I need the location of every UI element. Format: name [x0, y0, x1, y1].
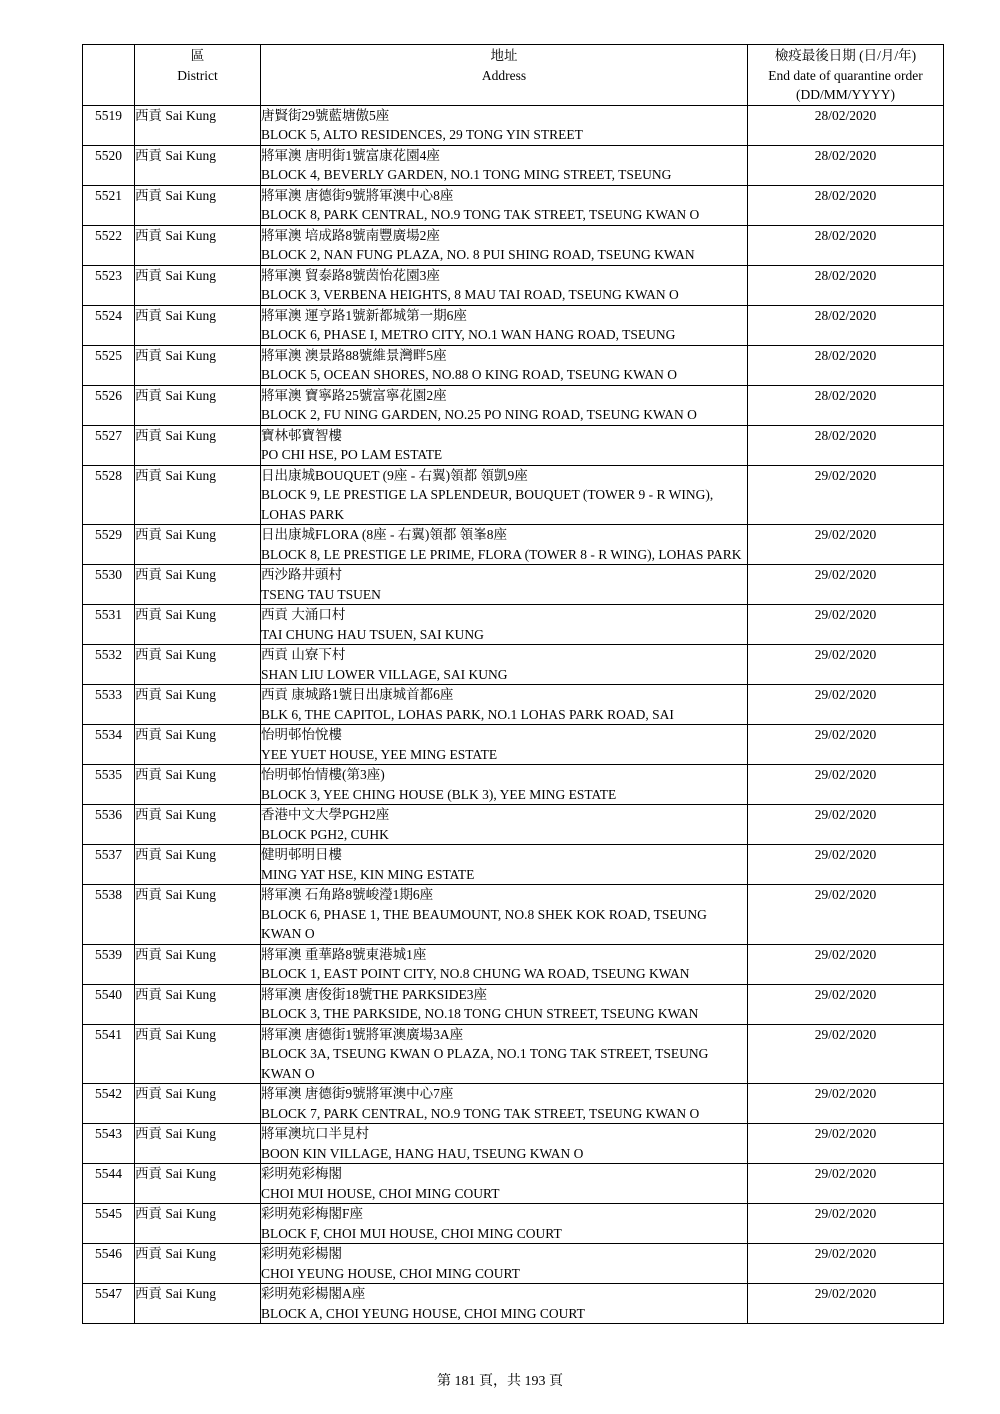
row-district: 西貢 Sai Kung [135, 725, 261, 765]
row-address [261, 645, 748, 685]
row-end-date: 28/02/2020 [748, 225, 944, 265]
row-address [261, 944, 748, 984]
row-number: 5520 [83, 145, 135, 185]
address-en: BLOCK 1, EAST POINT CITY, NO.8 CHUNG WA ROAD, TSEUNG KWAN [261, 966, 690, 981]
row-district: 西貢 Sai Kung [135, 944, 261, 984]
address-en: BLOCK 9, LE PRESTIGE LA SPLENDEUR, BOUQUET (TOWER 9 - R WING), LOHAS PARK [261, 487, 714, 522]
header-address-zh: 地址 [490, 48, 518, 63]
row-district: 西貢 Sai Kung [135, 425, 261, 465]
row-number: 5528 [83, 465, 135, 525]
address-en: BLOCK 5, OCEAN SHORES, NO.88 O KING ROAD, TSEUNG KWAN O [261, 367, 678, 382]
address-zh: 將軍澳 唐俊街18號THE PARKSIDE3座 [261, 986, 488, 1002]
address-en: BLOCK 6, PHASE I, METRO CITY, NO.1 WAN HANG ROAD, TSEUNG [261, 327, 676, 342]
table-row [83, 605, 944, 645]
address-en: BLOCK 7, PARK CENTRAL, NO.9 TONG TAK STREET, TSEUNG KWAN O [261, 1105, 700, 1121]
row-address [261, 765, 748, 805]
row-end-date: 28/02/2020 [748, 385, 944, 425]
address-zh: 將軍澳坑口半見村 [261, 1126, 369, 1141]
address-zh: 怡明邨怡情樓(第3座) [261, 767, 385, 782]
row-end-date: 28/02/2020 [748, 425, 944, 465]
address-zh: 將軍澳 重華路8號東港城1座 [261, 946, 427, 962]
row-address [261, 465, 748, 525]
row-end-date: 29/02/2020 [748, 1204, 944, 1244]
address-zh: 彩明苑彩楊閣A座 [261, 1286, 366, 1301]
row-district: 西貢 Sai Kung [135, 265, 261, 305]
row-address [261, 1164, 748, 1204]
address-zh: 將軍澳 唐德街9號將軍澳中心7座 [261, 1086, 454, 1101]
row-number: 5531 [83, 605, 135, 645]
row-number: 5544 [83, 1164, 135, 1204]
row-address [261, 265, 748, 305]
address-en: BLOCK 2, NAN FUNG PLAZA, NO. 8 PUI SHING ROAD, TSEUNG KWAN [261, 247, 695, 262]
row-end-date: 29/02/2020 [748, 845, 944, 885]
header-address [261, 45, 748, 106]
address-en: BOON KIN VILLAGE, HANG HAU, TSEUNG KWAN O [261, 1145, 584, 1161]
row-district: 西貢 Sai Kung [135, 984, 261, 1024]
row-end-date: 29/02/2020 [748, 525, 944, 565]
row-address [261, 984, 748, 1024]
table-row [83, 1284, 944, 1324]
table-row [83, 145, 944, 185]
row-number: 5547 [83, 1284, 135, 1324]
row-end-date: 29/02/2020 [748, 1284, 944, 1324]
address-zh: 西貢 山寮下村 [261, 647, 346, 662]
row-district: 西貢 Sai Kung [135, 765, 261, 805]
row-number: 5535 [83, 765, 135, 805]
row-number: 5530 [83, 565, 135, 605]
row-number: 5525 [83, 345, 135, 385]
address-zh: 將軍澳 運亨路1號新都城第一期6座 [261, 307, 467, 323]
address-en: BLOCK 3A, TSEUNG KWAN O PLAZA, NO.1 TONG TAK STREET, TSEUNG KWAN O [261, 1046, 709, 1081]
table-header [83, 45, 944, 106]
address-en: BLOCK 4, BEVERLY GARDEN, NO.1 TONG MING STREET, TSEUNG [261, 167, 672, 182]
address-en: PO CHI HSE, PO LAM ESTATE [261, 447, 443, 462]
address-zh: 將軍澳 澳景路88號維景灣畔5座 [261, 347, 447, 363]
row-end-date: 29/02/2020 [748, 605, 944, 645]
table-row [83, 765, 944, 805]
row-district: 西貢 Sai Kung [135, 1284, 261, 1324]
header-address-en: Address [481, 67, 527, 83]
row-address [261, 425, 748, 465]
row-address [261, 885, 748, 945]
row-number: 5521 [83, 185, 135, 225]
row-end-date: 29/02/2020 [748, 465, 944, 525]
address-zh: 彩明苑彩梅閣 [261, 1166, 342, 1181]
row-number: 5532 [83, 645, 135, 685]
table-row [83, 1024, 944, 1084]
table-row [83, 565, 944, 605]
address-zh: 日出康城FLORA (8座 - 右翼)領都 領峯8座 [261, 527, 507, 542]
row-end-date: 29/02/2020 [748, 885, 944, 945]
table-row [83, 645, 944, 685]
table-row [83, 345, 944, 385]
row-district: 西貢 Sai Kung [135, 305, 261, 345]
address-en: SHAN LIU LOWER VILLAGE, SAI KUNG [261, 666, 508, 682]
row-address [261, 565, 748, 605]
header-date-format: (DD/MM/YYYY) [796, 87, 895, 102]
address-en: BLOCK 2, FU NING GARDEN, NO.25 PO NING ROAD, TSEUNG KWAN O [261, 407, 697, 422]
row-number: 5541 [83, 1024, 135, 1084]
table-row [83, 805, 944, 845]
row-address [261, 1124, 748, 1164]
row-number: 5537 [83, 845, 135, 885]
address-zh: 將軍澳 石角路8號峻瀅1期6座 [261, 887, 434, 902]
address-en: BLOCK 8, LE PRESTIGE LE PRIME, FLORA (TOWER 8 - R WING), LOHAS PARK [261, 546, 742, 562]
row-number: 5540 [83, 984, 135, 1024]
table-row [83, 944, 944, 984]
address-en: BLOCK F, CHOI MUI HOUSE, CHOI MING COURT [261, 1225, 562, 1241]
row-number: 5546 [83, 1244, 135, 1284]
row-address [261, 345, 748, 385]
table-body [83, 105, 944, 1324]
address-en: YEE YUET HOUSE, YEE MING ESTATE [261, 746, 498, 762]
row-end-date: 29/02/2020 [748, 645, 944, 685]
row-end-date: 28/02/2020 [748, 145, 944, 185]
address-en: MING YAT HSE, KIN MING ESTATE [261, 866, 475, 882]
table-row [83, 1084, 944, 1124]
row-end-date: 29/02/2020 [748, 765, 944, 805]
row-number: 5533 [83, 685, 135, 725]
row-district: 西貢 Sai Kung [135, 185, 261, 225]
row-district: 西貢 Sai Kung [135, 845, 261, 885]
row-end-date: 29/02/2020 [748, 565, 944, 605]
address-zh: 西貢 大涌口村 [261, 607, 346, 622]
row-district: 西貢 Sai Kung [135, 645, 261, 685]
row-address [261, 385, 748, 425]
row-district: 西貢 Sai Kung [135, 885, 261, 945]
row-address [261, 1284, 748, 1324]
address-zh: 日出康城BOUQUET (9座 - 右翼)領都 領凱9座 [261, 467, 528, 483]
row-end-date: 29/02/2020 [748, 805, 944, 845]
row-district: 西貢 Sai Kung [135, 1084, 261, 1124]
address-en: CHOI MUI HOUSE, CHOI MING COURT [261, 1185, 500, 1201]
row-number: 5545 [83, 1204, 135, 1244]
table-row [83, 525, 944, 565]
row-address [261, 105, 748, 145]
address-en: BLOCK 3, VERBENA HEIGHTS, 8 MAU TAI ROAD, TSEUNG KWAN O [261, 287, 679, 302]
address-en: TAI CHUNG HAU TSUEN, SAI KUNG [261, 626, 484, 642]
row-district: 西貢 Sai Kung [135, 145, 261, 185]
row-district: 西貢 Sai Kung [135, 1124, 261, 1164]
address-zh: 西沙路井頭村 [261, 567, 342, 582]
row-number: 5523 [83, 265, 135, 305]
table-row [83, 1244, 944, 1284]
address-zh: 唐賢街29號藍塘傲5座 [261, 107, 390, 123]
row-address [261, 1024, 748, 1084]
row-end-date: 28/02/2020 [748, 265, 944, 305]
row-end-date: 29/02/2020 [748, 1164, 944, 1204]
address-en: BLK 6, THE CAPITOL, LOHAS PARK, NO.1 LOHAS PARK ROAD, SAI [261, 706, 674, 722]
address-zh: 彩明苑彩楊閣 [261, 1246, 342, 1261]
row-address [261, 1204, 748, 1244]
row-number: 5534 [83, 725, 135, 765]
row-district: 西貢 Sai Kung [135, 1204, 261, 1244]
table-row [83, 265, 944, 305]
row-end-date: 28/02/2020 [748, 305, 944, 345]
row-address [261, 225, 748, 265]
row-district: 西貢 Sai Kung [135, 225, 261, 265]
address-zh: 香港中文大學PGH2座 [261, 807, 390, 822]
address-zh: 寶林邨寶智樓 [261, 427, 342, 443]
address-en: CHOI YEUNG HOUSE, CHOI MING COURT [261, 1265, 520, 1281]
row-number: 5524 [83, 305, 135, 345]
row-district: 西貢 Sai Kung [135, 685, 261, 725]
address-en: BLOCK A, CHOI YEUNG HOUSE, CHOI MING COURT [261, 1305, 585, 1321]
row-district: 西貢 Sai Kung [135, 565, 261, 605]
row-end-date: 29/02/2020 [748, 984, 944, 1024]
row-district: 西貢 Sai Kung [135, 605, 261, 645]
address-en: BLOCK 6, PHASE 1, THE BEAUMOUNT, NO.8 SHEK KOK ROAD, TSEUNG KWAN O [261, 906, 707, 941]
table-row [83, 1164, 944, 1204]
address-zh: 將軍澳 寶寧路25號富寧花園2座 [261, 387, 447, 403]
table-row [83, 725, 944, 765]
table-row [83, 185, 944, 225]
row-number: 5519 [83, 105, 135, 145]
row-address [261, 1244, 748, 1284]
row-address [261, 845, 748, 885]
table-row [83, 425, 944, 465]
row-end-date: 29/02/2020 [748, 944, 944, 984]
table-row [83, 305, 944, 345]
row-address [261, 525, 748, 565]
table-row [83, 105, 944, 145]
row-address [261, 685, 748, 725]
row-end-date: 29/02/2020 [748, 1084, 944, 1124]
row-district: 西貢 Sai Kung [135, 345, 261, 385]
row-number: 5538 [83, 885, 135, 945]
row-number: 5527 [83, 425, 135, 465]
row-end-date: 29/02/2020 [748, 1024, 944, 1084]
table-row [83, 1204, 944, 1244]
row-address [261, 605, 748, 645]
table-row [83, 984, 944, 1024]
header-date-zh: 檢疫最後日期 (日/月/年) [774, 48, 917, 63]
row-district: 西貢 Sai Kung [135, 385, 261, 425]
address-zh: 將軍澳 唐德街9號將軍澳中心8座 [261, 187, 454, 203]
table-row [83, 385, 944, 425]
table-row [83, 225, 944, 265]
address-en: TSENG TAU TSUEN [261, 586, 381, 602]
row-address [261, 805, 748, 845]
address-en: BLOCK 3, YEE CHING HOUSE (BLK 3), YEE MING ESTATE [261, 786, 617, 802]
address-zh: 健明邨明日樓 [261, 847, 342, 862]
row-district: 西貢 Sai Kung [135, 1164, 261, 1204]
row-number: 5522 [83, 225, 135, 265]
table-row [83, 685, 944, 725]
row-district: 西貢 Sai Kung [135, 1244, 261, 1284]
row-end-date: 28/02/2020 [748, 345, 944, 385]
row-number: 5542 [83, 1084, 135, 1124]
row-number: 5526 [83, 385, 135, 425]
header-end-date [748, 45, 944, 106]
row-district: 西貢 Sai Kung [135, 465, 261, 525]
row-district: 西貢 Sai Kung [135, 1024, 261, 1084]
header-district-zh: 區 [190, 48, 205, 63]
table-row [83, 885, 944, 945]
row-address [261, 305, 748, 345]
header-date-en: End date of quarantine order [768, 67, 923, 83]
row-end-date: 29/02/2020 [748, 725, 944, 765]
address-zh: 將軍澳 貿泰路8號茵怡花園3座 [261, 267, 440, 283]
row-number: 5536 [83, 805, 135, 845]
address-zh: 將軍澳 培成路8號南豐廣場2座 [261, 227, 440, 243]
row-end-date: 28/02/2020 [748, 105, 944, 145]
address-zh: 彩明苑彩梅閣F座 [261, 1206, 364, 1221]
table-row [83, 845, 944, 885]
row-address [261, 185, 748, 225]
row-number: 5539 [83, 944, 135, 984]
row-number: 5543 [83, 1124, 135, 1164]
header-district-en: District [177, 67, 218, 83]
row-district: 西貢 Sai Kung [135, 805, 261, 845]
row-end-date: 29/02/2020 [748, 685, 944, 725]
header-number [83, 45, 135, 106]
row-district: 西貢 Sai Kung [135, 105, 261, 145]
row-end-date: 29/02/2020 [748, 1244, 944, 1284]
row-district: 西貢 Sai Kung [135, 525, 261, 565]
row-address [261, 1084, 748, 1124]
address-en: BLOCK 5, ALTO RESIDENCES, 29 TONG YIN STREET [261, 127, 583, 142]
row-end-date: 28/02/2020 [748, 185, 944, 225]
address-zh: 怡明邨怡悅樓 [261, 727, 342, 742]
address-en: BLOCK 8, PARK CENTRAL, NO.9 TONG TAK STREET, TSEUNG KWAN O [261, 207, 700, 222]
address-en: BLOCK 3, THE PARKSIDE, NO.18 TONG CHUN STREET, TSEUNG KWAN [261, 1006, 699, 1021]
row-number: 5529 [83, 525, 135, 565]
row-address [261, 145, 748, 185]
table-row [83, 465, 944, 525]
address-en: BLOCK PGH2, CUHK [261, 826, 389, 842]
row-end-date: 29/02/2020 [748, 1124, 944, 1164]
page-number: 第 181 頁，共 193 頁 [437, 1374, 563, 1389]
address-zh: 將軍澳 唐德街1號將軍澳廣場3A座 [261, 1026, 464, 1042]
address-zh: 將軍澳 唐明街1號富康花園4座 [261, 147, 440, 163]
table-row [83, 1124, 944, 1164]
address-zh: 西貢 康城路1號日出康城首都6座 [261, 687, 454, 702]
header-district [135, 45, 261, 106]
row-address [261, 725, 748, 765]
quarantine-table [82, 44, 944, 1324]
